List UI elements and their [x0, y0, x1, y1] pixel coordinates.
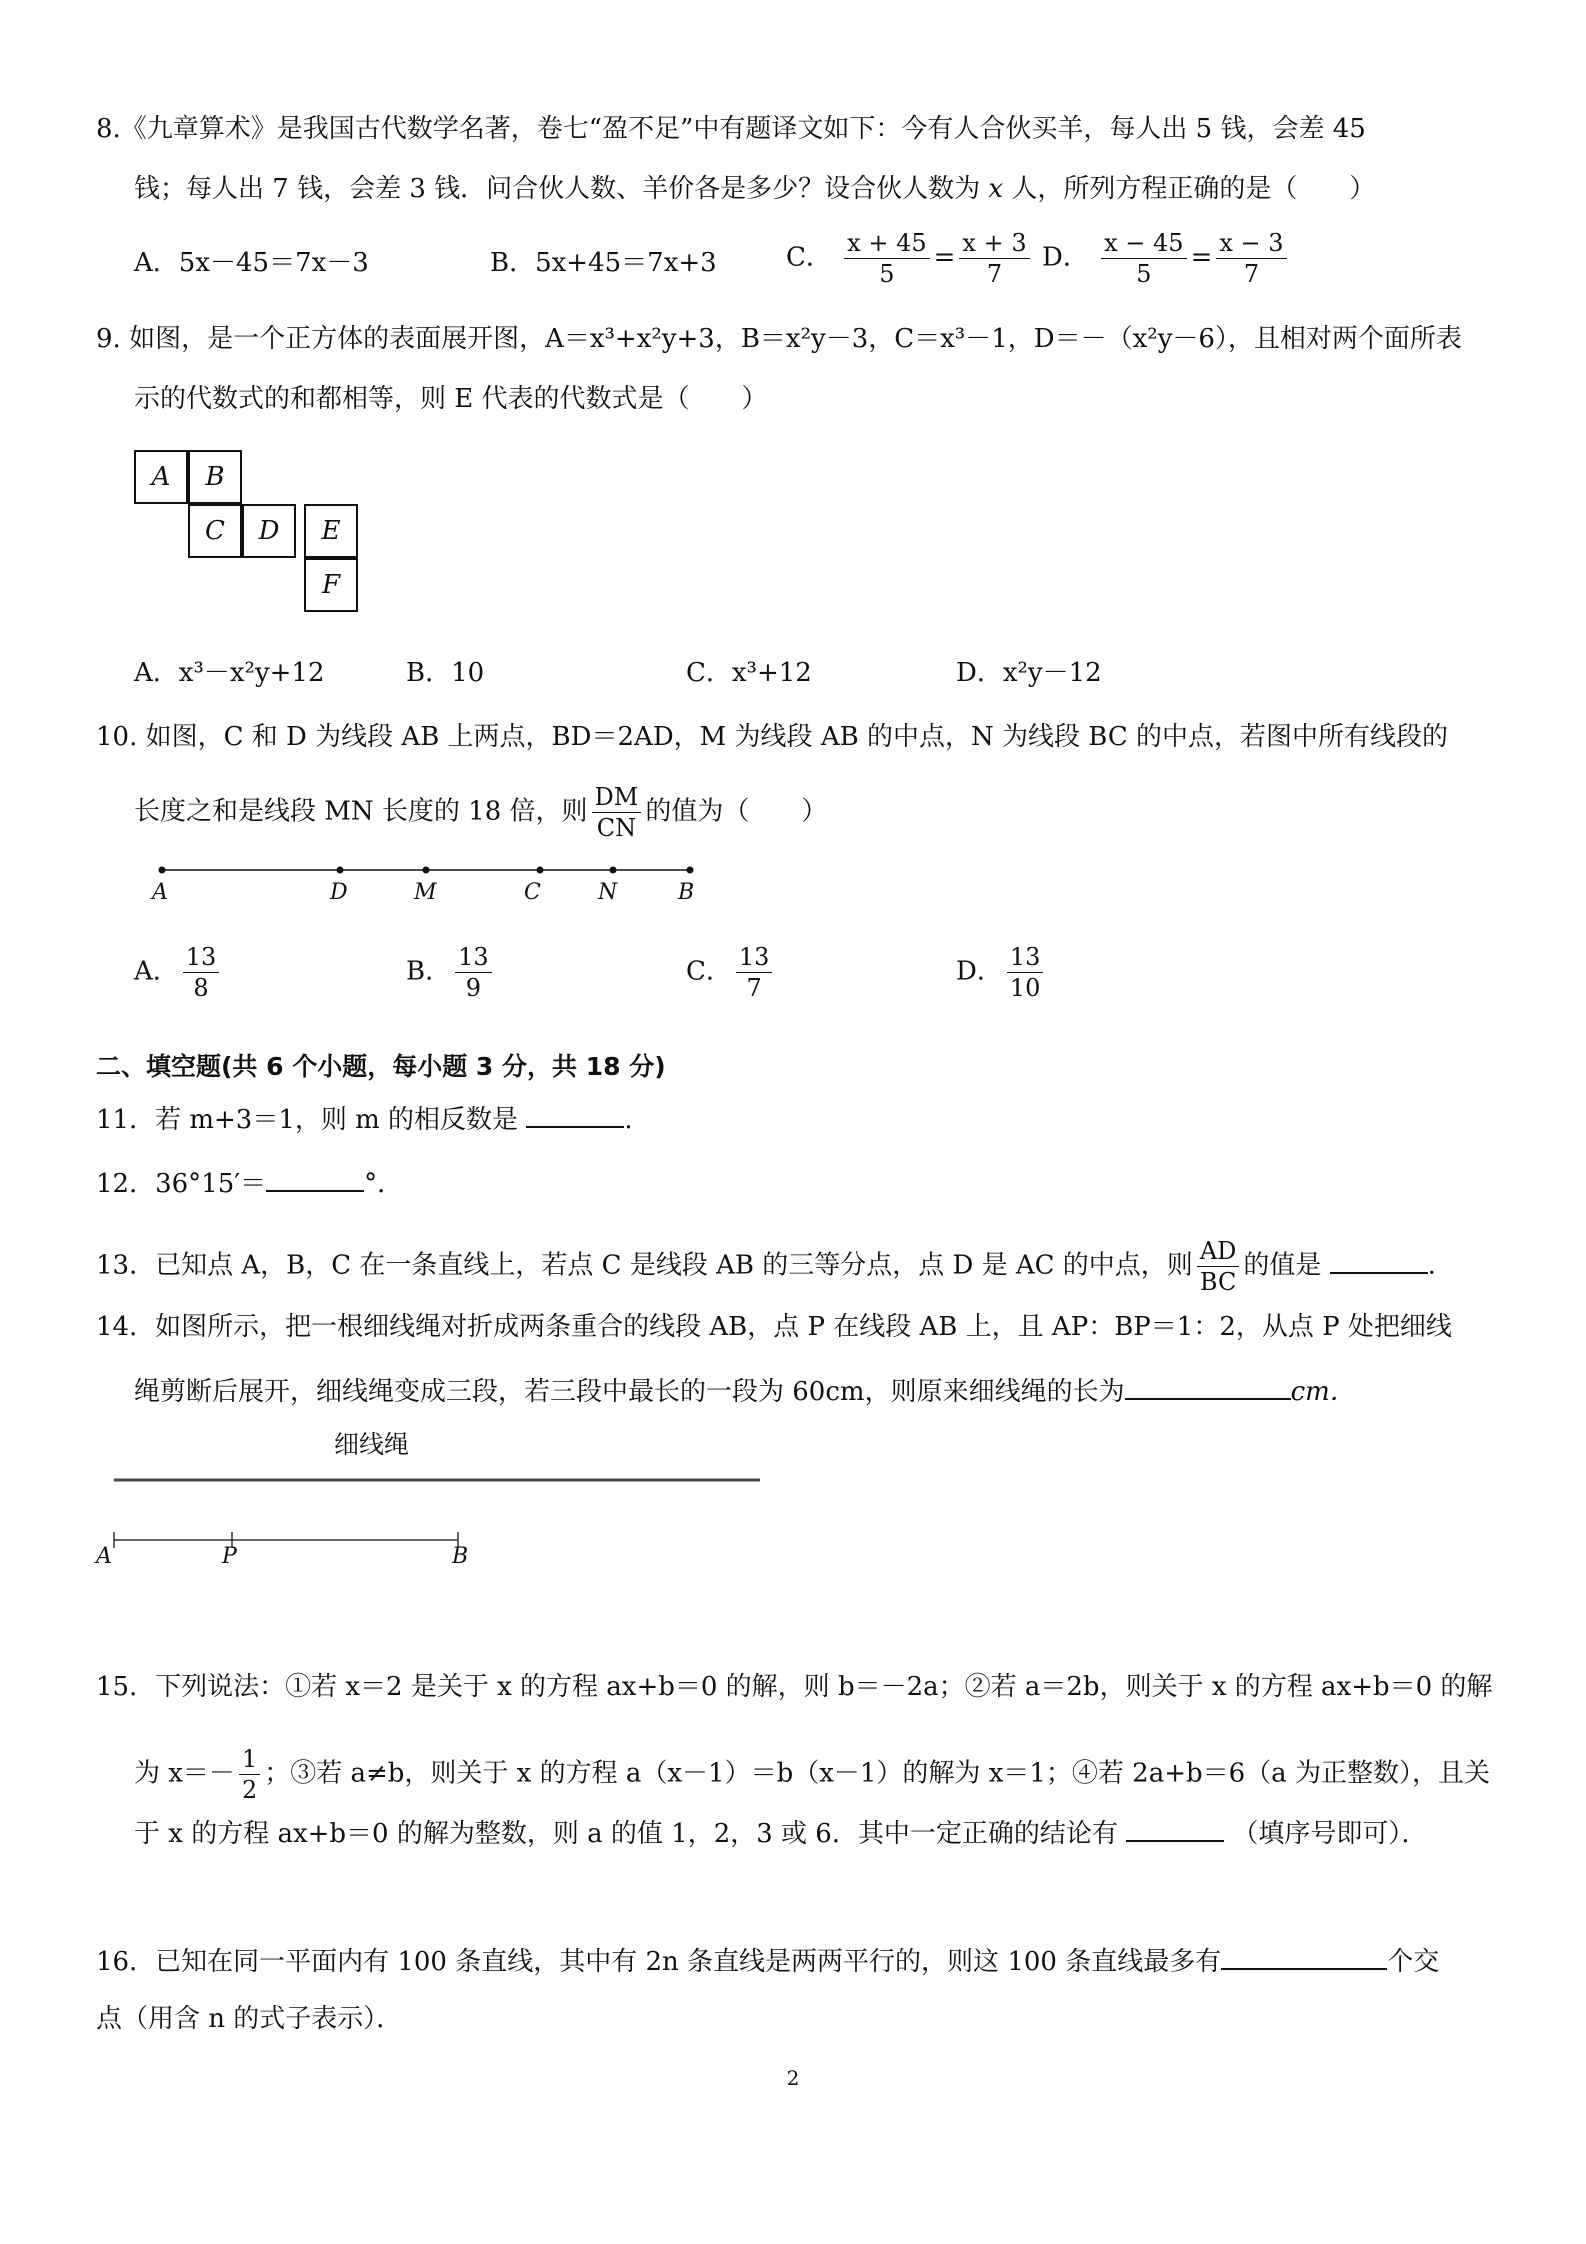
- q14-label-b: B: [452, 1544, 469, 1569]
- q14-answer-blank[interactable]: [1125, 1372, 1291, 1400]
- q9-option-c: C．x³+12: [686, 658, 812, 688]
- q11-line: 11．若 m+3＝1，则 m 的相反数是 .: [96, 1100, 633, 1137]
- q10-line2a: 长度之和是线段 MN 长度的 18 倍，则: [134, 796, 588, 827]
- q12-line: [96, 1164, 403, 1201]
- q8-c-right-frac: [959, 228, 1029, 289]
- q10-option-d-label: D．: [956, 956, 1003, 987]
- q15-line3a: 于 x 的方程 ax+b＝0 的解为整数，则 a 的值 1，2，3 或 6．其中一定正确的结论有: [134, 1819, 1118, 1849]
- q12-answer-blank[interactable]: [266, 1164, 364, 1192]
- q8-c-left-den: 5: [879, 260, 895, 288]
- q8-c-right-den: 7: [986, 260, 1003, 288]
- q10-frac: [592, 782, 642, 843]
- q10-option-c-frac: [736, 942, 773, 1003]
- q9-line2: 示的代数式的和都相等，则 E 代表的代数式是（ ）: [134, 384, 768, 414]
- q8-d-right-frac: [1216, 228, 1286, 289]
- label-a: A: [152, 880, 168, 905]
- point-n: [610, 867, 617, 874]
- q8-d-right-den: 7: [1243, 260, 1260, 288]
- q10-option-d-den: 10: [1009, 974, 1041, 1002]
- q10-frac-num: DM: [592, 782, 642, 813]
- point-m: [423, 867, 430, 874]
- q9-option-a: A．x³－x²y+12: [134, 658, 325, 688]
- q9-line1: 9. 如图，是一个正方体的表面展开图，A＝x³+x²y+3，B＝x²y－3，C＝x³－1，D＝－（x²y－6），且相对两个面所表: [96, 324, 1462, 354]
- q15-line1: 15．下列说法：①若 x＝2 是关于 x 的方程 ax+b＝0 的解，则 b＝－2a；②若 a＝2b，则关于 x 的方程 ax+b＝0 的解: [96, 1672, 1493, 1702]
- q10-option-a: [134, 942, 223, 1003]
- q13-line: 13．已知点 A，B，C 在一条直线上，若点 C 是线段 AB 的三等分点，点 D 是 AC 的中点，则 $\frac{AD}{BC}$ 的值是 .: [96, 1237, 1436, 1296]
- q10-option-b-frac: [455, 942, 492, 1003]
- q10-option-b: [406, 942, 496, 1003]
- q15-answer-blank[interactable]: [1126, 1814, 1224, 1842]
- q15-line2b: ；③若 a≠b，则关于 x 的方程 a（x－1）＝b（x－1）的解为 x＝1；④若 2a+b＝6（a 为正整数），且关: [264, 1758, 1490, 1789]
- q14-label-a: A: [96, 1544, 112, 1569]
- q16-line1: [96, 1942, 1439, 1979]
- q10-option-b-label: B．: [406, 956, 452, 987]
- point-a: [159, 867, 166, 874]
- q13-answer-blank[interactable]: [1330, 1246, 1428, 1274]
- q14-line1: 14．如图所示，把一根细线绳对折成两条重合的线段 AB，点 P 在线段 AB 上，且 AP：BP＝1：2，从点 P 处把细线: [96, 1312, 1452, 1342]
- q10-option-a-frac: [183, 942, 220, 1003]
- q8-var: x: [988, 174, 1004, 204]
- rope-label: 细线绳: [334, 1430, 410, 1459]
- label-n: N: [598, 880, 618, 905]
- q12-suffix: °．: [364, 1169, 404, 1199]
- q8-line2b: 人，所列方程正确的是（ ）: [1003, 174, 1376, 204]
- point-b: [687, 867, 694, 874]
- q8-option-b: B．5x+45＝7x+3: [490, 248, 717, 278]
- q11-answer-blank[interactable]: [526, 1100, 624, 1128]
- q15-frac-den: 2: [241, 1776, 258, 1804]
- q10-option-c-label: C．: [686, 956, 732, 987]
- label-d: D: [330, 880, 348, 905]
- q16-line1b: 个交: [1387, 1947, 1440, 1977]
- q15-frac: [239, 1744, 260, 1805]
- label-c: C: [524, 880, 541, 905]
- q13-frac-num: AD: [1197, 1236, 1240, 1267]
- q10-option-b-num: 13: [455, 942, 492, 973]
- q10-option-a-num: 13: [183, 942, 220, 973]
- q13-text: 13．已知点 A，B，C 在一条直线上，若点 C 是线段 AB 的三等分点，点 D 是 AC 的中点，则: [96, 1250, 1193, 1281]
- point-c: [537, 867, 544, 874]
- face-d: D: [242, 504, 296, 558]
- q8-option-a: A．5x－45＝7x－3: [134, 248, 369, 278]
- q10-frac-den: CN: [596, 814, 637, 842]
- point-d: [337, 867, 344, 874]
- q10-option-b-den: 9: [465, 974, 482, 1002]
- q10-line2b: 的值为（ ）: [645, 796, 828, 827]
- q15-line3b: （填序号即可）．: [1232, 1819, 1428, 1849]
- q10-option-a-den: 8: [193, 974, 209, 1002]
- q10-line1: 10. 如图，C 和 D 为线段 AB 上两点，BD＝2AD，M 为线段 AB 的中点，N 为线段 BC 的中点，若图中所有线段的: [96, 722, 1449, 752]
- q16-line1a: 16．已知在同一平面内有 100 条直线，其中有 2n 条直线是两两平行的，则这 100 条直线最多有: [96, 1947, 1222, 1977]
- face-f: F: [304, 558, 358, 612]
- q9-option-b: B．10: [406, 658, 485, 688]
- q8-d-left-den: 5: [1136, 260, 1152, 288]
- q8-option-c-label: C．: [786, 242, 832, 273]
- q8-d-left-frac: [1101, 228, 1186, 289]
- q10-option-a-label: A．: [134, 956, 179, 987]
- q10-option-d-frac: [1007, 942, 1044, 1003]
- section-2-heading: 二、填空题(共 6 个小题，每小题 3 分，共 18 分): [96, 1052, 666, 1081]
- face-e: E: [304, 504, 358, 558]
- page-number: 2: [786, 2066, 800, 2090]
- q8-option-c: C． $\frac{x + 45}{5}$ = $\frac{x + 3}{7}$: [786, 228, 1034, 289]
- q8-d-left-num: x − 45: [1101, 228, 1186, 259]
- label-b: B: [678, 880, 695, 905]
- q8-c-left-num: x + 45: [844, 228, 929, 259]
- q10-option-c-num: 13: [736, 942, 773, 973]
- q8-option-d: D． $\frac{x - 45}{5}$ = $\frac{x - 3}{7}$: [1042, 228, 1291, 289]
- q14-line2: [134, 1372, 1356, 1409]
- q8-d-right-num: x − 3: [1216, 228, 1286, 259]
- q15-line2: [134, 1744, 1490, 1805]
- q14-rope-figure: [100, 1468, 780, 1568]
- q13-frac: [1197, 1236, 1240, 1297]
- q10-option-c-den: 7: [746, 974, 762, 1002]
- q8-c-left-frac: [844, 228, 929, 289]
- q8-line2: [134, 172, 1375, 206]
- face-b: B: [188, 450, 242, 504]
- q13-frac-den: BC: [1199, 1268, 1237, 1296]
- q10-line2: [134, 782, 827, 843]
- q15-line2a: 为 x＝－: [134, 1758, 235, 1789]
- q15-frac-num: 1: [239, 1744, 260, 1775]
- q14-line2-text: 绳剪断后展开，细线绳变成三段，若三段中最长的一段为 60cm，则原来细线绳的长为: [134, 1377, 1125, 1407]
- q15-line3: [134, 1814, 1427, 1851]
- q12-text: 12．36°15′＝: [96, 1169, 267, 1199]
- q8-c-right-num: x + 3: [959, 228, 1029, 259]
- q8-option-d-label: D．: [1042, 242, 1089, 273]
- label-m: M: [414, 880, 437, 905]
- q13-suffix: 的值是: [1243, 1250, 1322, 1281]
- q11-text: 11．若 m+3＝1，则 m 的相反数是: [96, 1105, 519, 1135]
- q10-option-d: [956, 942, 1047, 1003]
- face-a: A: [134, 450, 188, 504]
- q8-line1: 8.《九章算术》是我国古代数学名著，卷七“盈不足”中有题译文如下：今有人合伙买羊，每人出 5 钱，会差 45: [96, 114, 1366, 144]
- q14-label-p: P: [222, 1544, 237, 1569]
- q8-line2a: 钱；每人出 7 钱，会差 3 钱．问合伙人数、羊价各是多少？设合伙人数为: [134, 174, 989, 204]
- q9-option-d: D．x²y－12: [956, 658, 1102, 688]
- q10-option-c: [686, 942, 776, 1003]
- face-c: C: [188, 504, 242, 558]
- q10-option-d-num: 13: [1007, 942, 1044, 973]
- q16-line2: 点（用含 n 的式子表示）．: [96, 2004, 403, 2034]
- q14-unit: cm．: [1290, 1377, 1356, 1407]
- q16-answer-blank[interactable]: [1221, 1942, 1387, 1970]
